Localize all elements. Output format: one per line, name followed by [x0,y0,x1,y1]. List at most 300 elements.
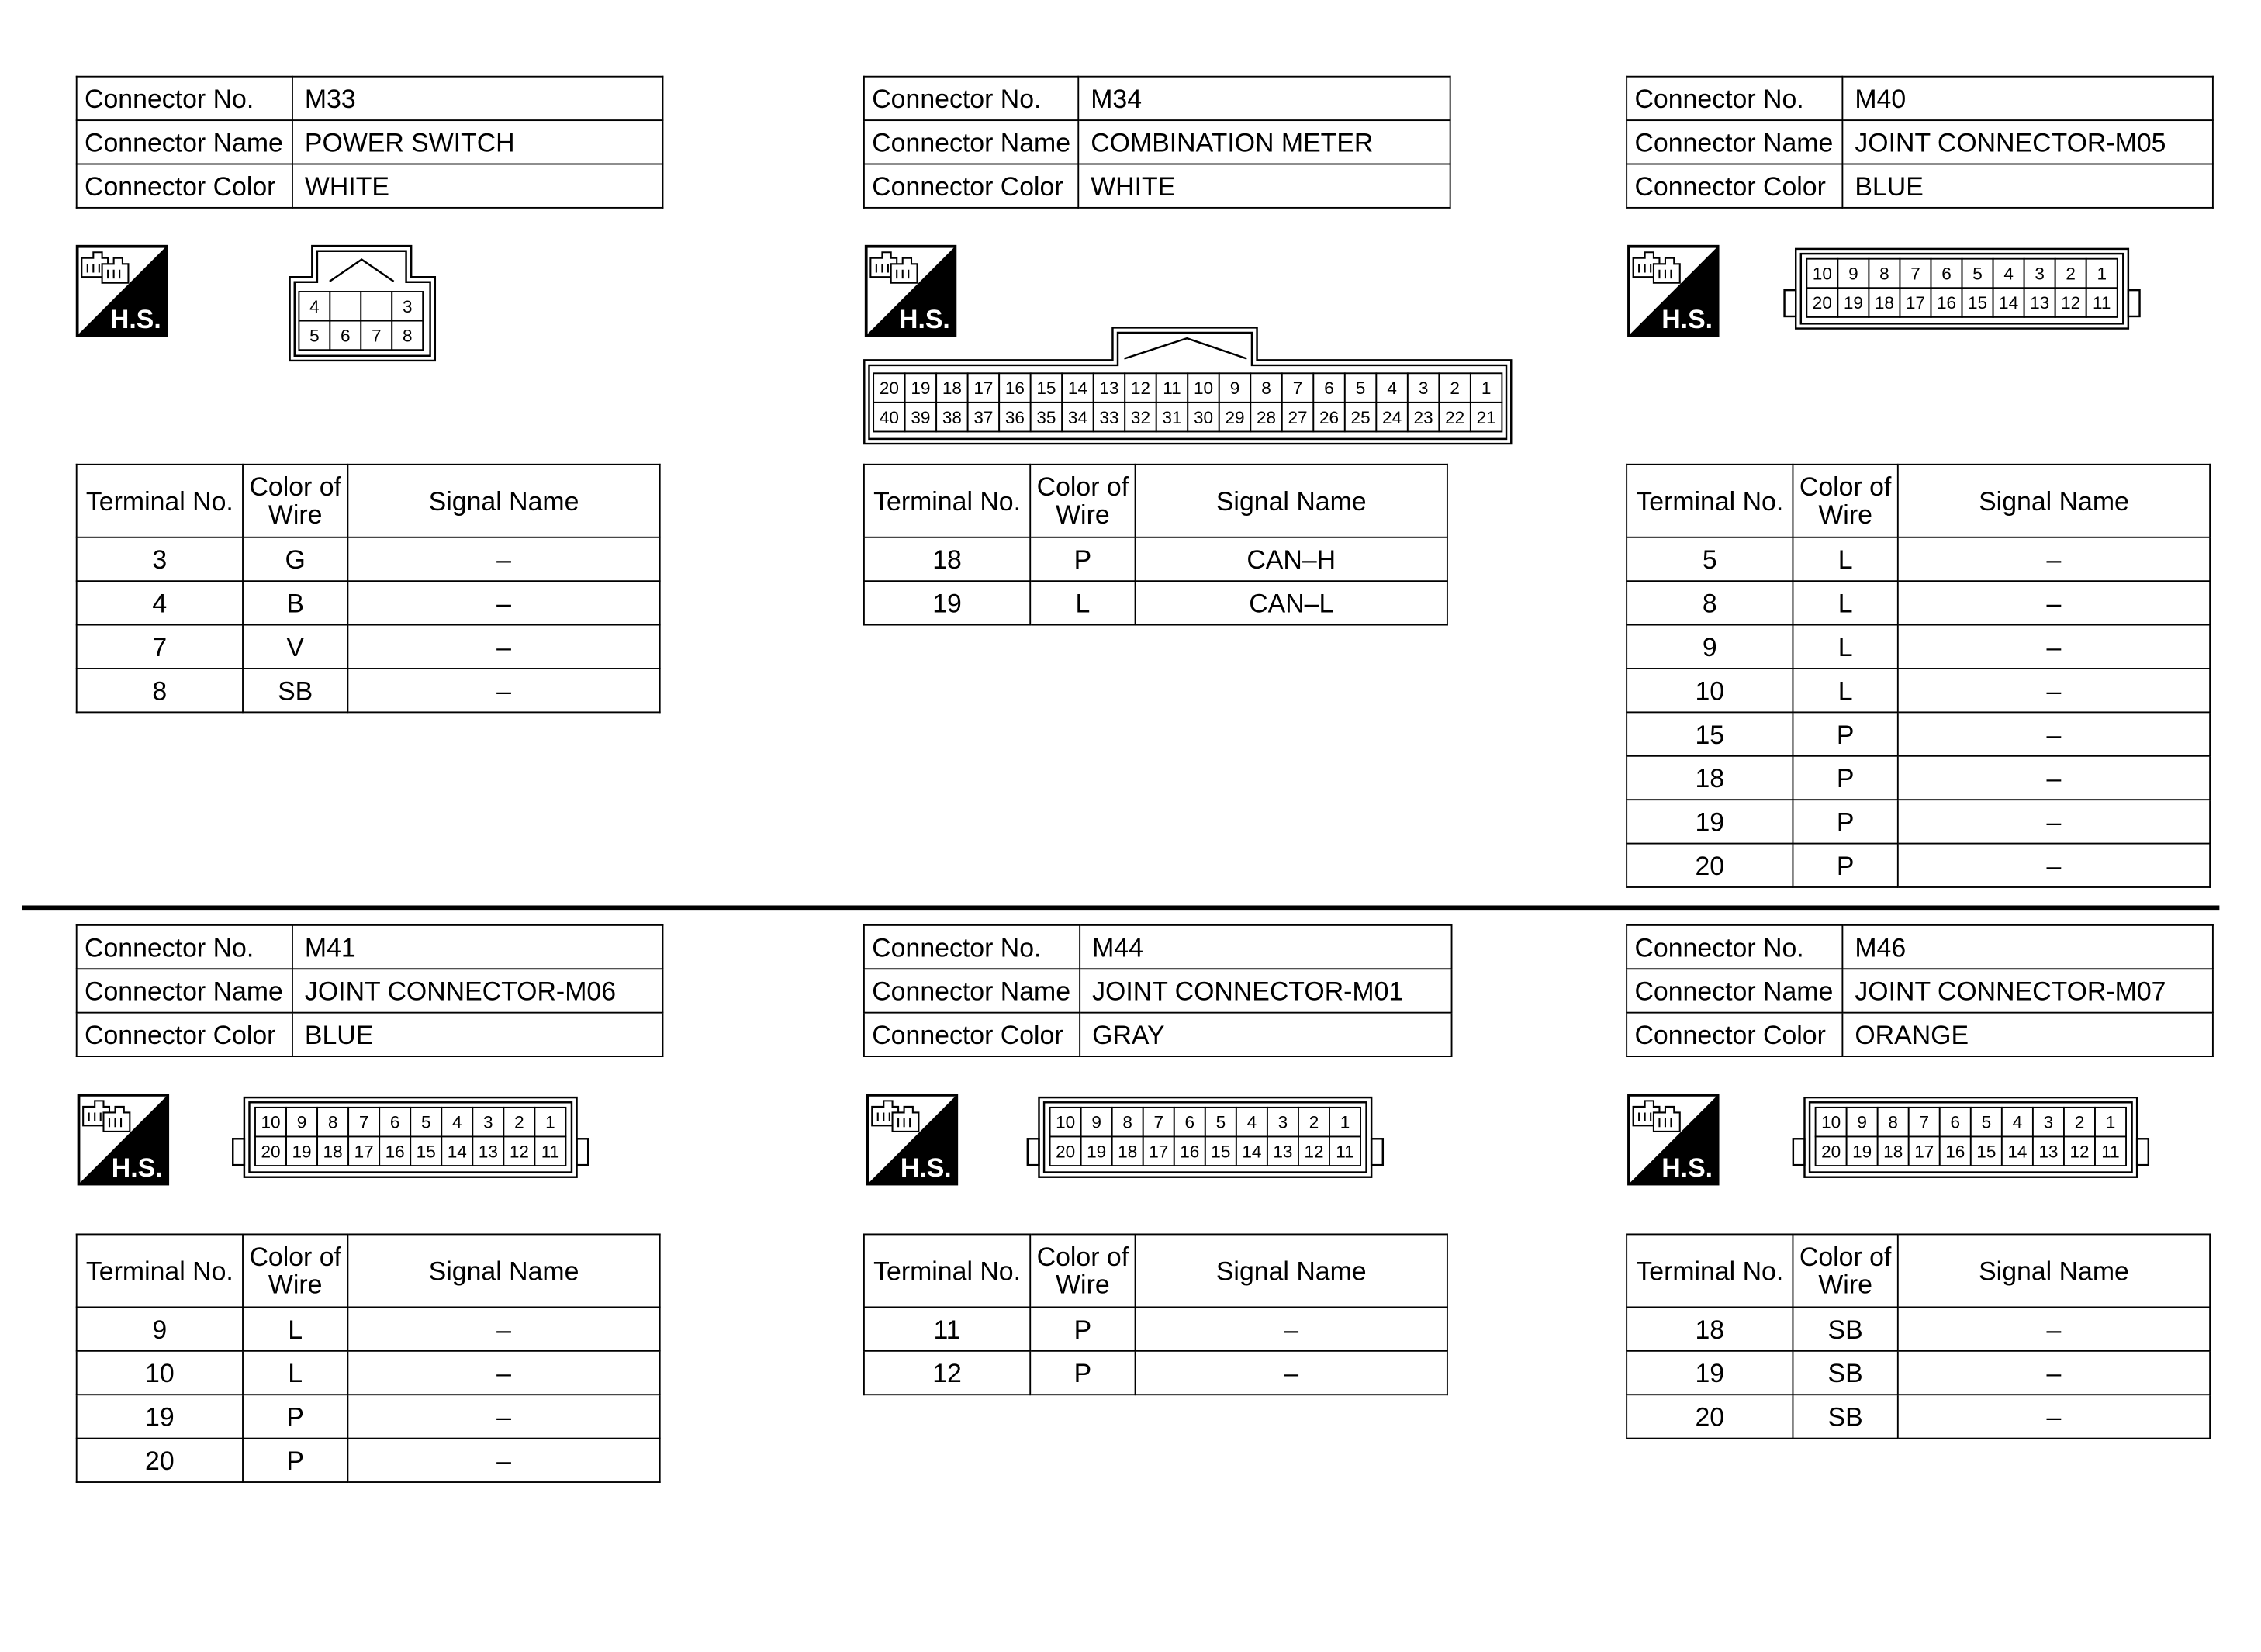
terminal-cavity-number: 3 [2043,1112,2054,1132]
terminal-no-cell: 18 [1627,1307,1793,1350]
connector-latch-right [2128,290,2140,316]
connector-face-diagram [863,327,1513,444]
terminal-cavity-number: 10 [261,1112,281,1132]
connector-color-row [1627,1013,2213,1056]
connector-name-label: Connector Name [77,120,292,164]
terminal-cavity-number: 9 [1857,1112,1867,1132]
connector-latch-right [2137,1139,2149,1165]
terminal-cavity-number: 21 [1476,407,1496,427]
terminal-cavity-number: 17 [1905,293,1926,313]
terminal-cavity-number: 13 [1273,1142,1293,1162]
connector-name-row [1627,969,2213,1012]
terminal-cavity-number: 13 [2038,1142,2059,1162]
terminal-table-header-row [864,465,1447,537]
terminal-table [76,1233,661,1482]
color-of-wire-header: Color of Wire [243,465,347,537]
wire-color-cell: B [243,581,347,624]
terminal-no-header: Terminal No. [864,1234,1030,1307]
wire-color-cell: V [243,625,347,669]
connector-name-label: Connector Name [1627,120,1842,164]
terminal-cavity-number: 24 [1382,407,1402,427]
terminal-cavity-number: 7 [372,326,382,346]
terminal-cavity-number: 11 [1163,378,1181,399]
connector-face-diagram [1783,248,2141,330]
signal-name-header: Signal Name [347,465,659,537]
terminal-cavity-number: 5 [1355,378,1366,399]
connector-latch-right [577,1139,589,1165]
signal-name-cell: – [1898,756,2210,800]
connector-name-label: Connector Name [77,969,292,1012]
terminal-cavity-number: 16 [385,1142,405,1162]
terminal-row [1627,537,2210,581]
terminal-cavity-number: 18 [1118,1142,1138,1162]
harness-side-label: H.S. [109,304,161,334]
wire-color-cell: P [1793,844,1897,887]
signal-name-cell: – [1898,844,2210,887]
connector-latch-left [1785,290,1796,316]
terminal-cavity-number: 19 [1852,1142,1872,1162]
terminal-cavity-number: 14 [2007,1142,2028,1162]
harness-side-label: H.S. [1661,1153,1713,1184]
wire-color-cell: L [243,1351,347,1395]
terminal-cavity-number: 18 [1874,293,1894,313]
connector-latch-right [1371,1139,1383,1165]
terminal-table-header-row [1627,465,2210,537]
terminal-cavity-number: 20 [879,378,899,399]
terminal-cavity-number: 30 [1193,407,1214,427]
terminal-no-cell: 20 [1627,1395,1793,1438]
terminal-cavity-number: 4 [1387,378,1397,399]
connector-no-value: M41 [292,925,663,969]
terminal-cavity-number: 1 [1481,378,1492,399]
terminal-cavity-number: 6 [341,326,351,346]
connector-name-label: Connector Name [1627,969,1842,1012]
terminal-cavity-number: 6 [1324,378,1334,399]
terminal-cavity-number: 8 [1888,1112,1898,1132]
connector-no-label: Connector No. [1627,77,1842,120]
terminal-cavity-number: 38 [942,407,962,427]
signal-name-header: Signal Name [1898,465,2210,537]
connector-color-value: BLUE [1842,164,2213,208]
terminal-row [864,537,1447,581]
terminal-row [77,1307,660,1350]
wire-color-cell: SB [1793,1351,1897,1395]
terminal-cavity-number: 17 [354,1142,374,1162]
terminal-cavity-number: 17 [973,378,994,399]
wire-color-cell: P [243,1395,347,1438]
terminal-cavity-number: 31 [1162,407,1182,427]
terminal-cavity-number: 6 [1941,264,1952,284]
terminal-row [1627,1307,2210,1350]
wire-color-cell: L [1030,581,1135,624]
terminal-cavity-number: 2 [1309,1112,1319,1132]
wire-color-cell: G [243,537,347,581]
terminal-cavity-number: 4 [452,1112,462,1132]
signal-name-cell: – [1136,1351,1447,1395]
terminal-cavity-number: 13 [1099,378,1119,399]
terminal-cavity-number: 18 [1883,1142,1903,1162]
signal-name-cell: – [1898,1307,2210,1350]
connector-no-row [864,77,1450,120]
connector-color-label: Connector Color [77,1013,292,1056]
terminal-no-header: Terminal No. [77,1234,243,1307]
terminal-cavity-number: 7 [1919,1112,1930,1132]
terminal-no-header: Terminal No. [1627,465,1793,537]
terminal-cavity-number: 16 [1180,1142,1200,1162]
wire-color-cell: P [1793,800,1897,843]
terminal-cavity-number: 2 [514,1112,524,1132]
connector-color-row [864,1013,1452,1056]
connector-color-label: Connector Color [864,164,1078,208]
connector-face-diagram [1027,1097,1385,1178]
connector-color-row [77,1013,663,1056]
terminal-row [864,1351,1447,1395]
terminal-no-cell: 19 [1627,1351,1793,1395]
wire-color-cell: L [1793,537,1897,581]
signal-name-cell: – [1898,581,2210,624]
terminal-cavity-number: 19 [1087,1142,1107,1162]
wire-color-cell: SB [243,669,347,712]
terminal-cavity-number: 4 [2012,1112,2023,1132]
terminal-cavity-number: 8 [402,326,413,346]
wire-color-cell: P [243,1439,347,1482]
connector-color-label: Connector Color [864,1013,1080,1056]
connector-color-value: ORANGE [1842,1013,2213,1056]
signal-name-cell: – [1898,1351,2210,1395]
color-of-wire-header: Color of Wire [1030,1234,1135,1307]
wire-color-cell: L [1793,625,1897,669]
terminal-row [77,537,660,581]
terminal-cavity-number: 1 [1340,1112,1350,1132]
terminal-cavity-number: 29 [1225,407,1245,427]
wire-color-cell: L [1793,669,1897,712]
terminal-table [863,1233,1448,1395]
connector-name-row [864,969,1452,1012]
terminal-cavity [361,292,392,321]
terminal-table [863,464,1448,626]
connector-info-table [76,76,664,209]
terminal-cavity-number: 15 [1036,378,1056,399]
terminal-cavity-number: 28 [1256,407,1277,427]
terminal-cavity-number: 5 [1972,264,1983,284]
terminal-cavity-number: 19 [1843,293,1863,313]
terminal-table-header-row [1627,1234,2210,1307]
connector-latch-left [233,1139,244,1165]
terminal-cavity-number: 5 [309,326,320,346]
terminal-cavity-number: 18 [942,378,962,399]
terminal-row [1627,1351,2210,1395]
terminal-cavity-number: 11 [2093,293,2111,313]
signal-name-cell: CAN–H [1136,537,1447,581]
terminal-cavity-number: 16 [1004,378,1025,399]
harness-side-icon [866,1094,958,1185]
terminal-no-cell: 19 [77,1395,243,1438]
harness-side-icon [78,1094,169,1185]
harness-side-label: H.S. [900,1153,952,1184]
connector-color-value: WHITE [292,164,663,208]
terminal-row [77,1395,660,1438]
connector-no-row [77,925,663,969]
harness-side-label: H.S. [899,304,950,334]
terminal-cavity-number: 13 [478,1142,498,1162]
terminal-cavity-number: 2 [2074,1112,2085,1132]
terminal-row [864,581,1447,624]
wire-color-cell: SB [1793,1395,1897,1438]
signal-name-header: Signal Name [1136,465,1447,537]
connector-color-value: GRAY [1080,1013,1451,1056]
terminal-row [1627,1395,2210,1438]
terminal-no-cell: 8 [1627,581,1793,624]
terminal-no-cell: 11 [864,1307,1030,1350]
terminal-cavity-number: 3 [2035,264,2045,284]
wire-color-cell: P [1030,1307,1135,1350]
terminal-cavity-number: 3 [483,1112,493,1132]
terminal-cavity-number: 20 [1821,1142,1841,1162]
terminal-table [1626,464,2211,888]
terminal-no-header: Terminal No. [77,465,243,537]
terminal-cavity-number: 14 [447,1142,467,1162]
connector-no-value: M40 [1842,77,2213,120]
terminal-cavity-number: 40 [879,407,899,427]
terminal-cavity-number: 32 [1130,407,1151,427]
signal-name-cell: – [347,1395,659,1438]
connector-key-mark [1124,338,1246,358]
connector-name-value: COMBINATION METER [1078,120,1450,164]
terminal-row [1627,756,2210,800]
terminal-cavity-number: 6 [1184,1112,1195,1132]
connector-latch-left [1028,1139,1039,1165]
signal-name-header: Signal Name [347,1234,659,1307]
terminal-cavity-number: 10 [1056,1112,1076,1132]
connector-color-row [864,164,1450,208]
terminal-cavity-number: 11 [2101,1142,2120,1162]
terminal-row [77,625,660,669]
terminal-cavity-number: 4 [309,296,320,316]
terminal-row [1627,625,2210,669]
terminal-cavity-number: 4 [1246,1112,1257,1132]
terminal-row [1627,844,2210,887]
terminal-cavity-number: 19 [911,378,931,399]
terminal-cavity-number: 16 [1936,293,1957,313]
terminal-cavity-number: 9 [1848,264,1858,284]
terminal-cavity-number: 20 [1056,1142,1076,1162]
terminal-cavity-number: 5 [1215,1112,1226,1132]
terminal-cavity-number: 4 [2003,264,2014,284]
connector-name-row [864,120,1450,164]
terminal-cavity-number: 34 [1067,407,1088,427]
terminal-cavity-number: 14 [1242,1142,1262,1162]
terminal-row [77,1439,660,1482]
terminal-cavity-number: 8 [1879,264,1889,284]
connector-no-row [77,77,663,120]
terminal-cavity-number: 12 [2061,293,2081,313]
terminal-no-header: Terminal No. [864,465,1030,537]
connector-name-label: Connector Name [864,969,1080,1012]
terminal-no-cell: 18 [1627,756,1793,800]
terminal-cavity-number: 19 [292,1142,312,1162]
terminal-cavity-number: 9 [1091,1112,1101,1132]
terminal-no-cell: 3 [77,537,243,581]
terminal-cavity-number: 3 [402,296,413,316]
terminal-cavity-number: 25 [1350,407,1371,427]
terminal-cavity-number: 6 [1950,1112,1961,1132]
terminal-cavity-number: 7 [1910,264,1920,284]
signal-name-cell: – [347,1351,659,1395]
terminal-no-cell: 19 [1627,800,1793,843]
signal-name-cell: CAN–L [1136,581,1447,624]
terminal-cavity-number: 7 [358,1112,369,1132]
terminal-cavity-number: 17 [1149,1142,1169,1162]
wire-color-cell: L [243,1307,347,1350]
signal-name-cell: – [347,581,659,624]
connector-name-row [77,120,663,164]
terminal-cavity-number: 1 [545,1112,555,1132]
terminal-cavity-number: 37 [973,407,994,427]
connector-color-label: Connector Color [1627,164,1842,208]
wire-color-cell: P [1030,1351,1135,1395]
connector-no-value: M44 [1080,925,1451,969]
harness-side-icon [1627,1094,1719,1185]
connector-latch-left [1793,1139,1805,1165]
terminal-cavity-number: 8 [327,1112,338,1132]
signal-name-cell: – [347,669,659,712]
terminal-no-cell: 20 [77,1439,243,1482]
terminal-cavity-number: 23 [1413,407,1433,427]
terminal-no-cell: 19 [864,581,1030,624]
terminal-cavity-number: 14 [1067,378,1088,399]
terminal-cavity-number: 14 [1999,293,2019,313]
terminal-table-header-row [77,465,660,537]
color-of-wire-header: Color of Wire [1793,1234,1897,1307]
terminal-cavity-number: 39 [911,407,931,427]
connector-color-row [77,164,663,208]
signal-name-cell: – [1898,625,2210,669]
terminal-cavity-number: 20 [1812,293,1832,313]
terminal-no-cell: 18 [864,537,1030,581]
signal-name-cell: – [1898,800,2210,843]
terminal-row [1627,669,2210,712]
terminal-row [77,1351,660,1395]
terminal-cavity-number: 20 [261,1142,281,1162]
wire-color-cell: P [1030,537,1135,581]
terminal-cavity-number: 5 [420,1112,431,1132]
terminal-cavity-number: 3 [1277,1112,1288,1132]
connector-no-row [1627,925,2213,969]
connector-color-value: BLUE [292,1013,663,1056]
signal-name-cell: – [347,537,659,581]
terminal-no-cell: 10 [1627,669,1793,712]
connector-info-table [76,924,664,1057]
connector-name-label: Connector Name [864,120,1078,164]
terminal-no-cell: 12 [864,1351,1030,1395]
terminal-cavity-number: 10 [1193,378,1214,399]
terminal-table [1626,1233,2211,1439]
signal-name-cell: – [1898,712,2210,755]
wire-color-cell: L [1793,581,1897,624]
connector-name-value: JOINT CONNECTOR-M01 [1080,969,1451,1012]
signal-name-cell: – [1898,669,2210,712]
terminal-cavity-number: 7 [1153,1112,1164,1132]
terminal-table-header-row [77,1234,660,1307]
terminal-cavity-number: 33 [1099,407,1119,427]
terminal-no-cell: 9 [77,1307,243,1350]
connector-no-value: M46 [1842,925,2213,969]
terminal-cavity-number: 6 [389,1112,400,1132]
signal-name-cell: – [1898,537,2210,581]
terminal-cavity-number: 12 [509,1142,529,1162]
terminal-cavity-number: 36 [1004,407,1025,427]
terminal-row [77,581,660,624]
terminal-cavity-number: 7 [1292,378,1303,399]
connector-no-label: Connector No. [864,925,1080,969]
connector-name-value: JOINT CONNECTOR-M07 [1842,969,2213,1012]
terminal-cavity-number: 15 [1211,1142,1231,1162]
wire-color-cell: P [1793,712,1897,755]
wire-color-cell: P [1793,756,1897,800]
wire-color-cell: SB [1793,1307,1897,1350]
connector-no-label: Connector No. [77,925,292,969]
terminal-cavity-number: 8 [1122,1112,1132,1132]
connector-info-table [863,924,1453,1057]
terminal-table [76,464,661,713]
terminal-cavity-number: 15 [1968,293,1988,313]
signal-name-cell: – [347,1307,659,1350]
terminal-table-header-row [864,1234,1447,1307]
terminal-no-cell: 8 [77,669,243,712]
connector-name-value: JOINT CONNECTOR-M05 [1842,120,2213,164]
terminal-no-cell: 15 [1627,712,1793,755]
connector-info-table [863,76,1451,209]
signal-name-cell: – [347,1439,659,1482]
connector-info-table [1626,924,2214,1057]
connector-no-row [864,925,1452,969]
harness-side-icon [76,245,168,337]
connector-color-value: WHITE [1078,164,1450,208]
connector-no-label: Connector No. [864,77,1078,120]
terminal-cavity-number: 12 [1130,378,1151,399]
terminal-cavity-number: 10 [1821,1112,1841,1132]
harness-side-icon [865,245,956,337]
connector-name-value: POWER SWITCH [292,120,663,164]
terminal-row [1627,712,2210,755]
terminal-no-cell: 5 [1627,537,1793,581]
connector-color-label: Connector Color [77,164,292,208]
terminal-cavity-number: 8 [1261,378,1271,399]
harness-side-label: H.S. [1661,304,1713,334]
color-of-wire-header: Color of Wire [243,1234,347,1307]
terminal-cavity-number: 2 [1450,378,1460,399]
terminal-cavity-number: 11 [541,1142,560,1162]
terminal-cavity-number: 3 [1418,378,1429,399]
terminal-cavity-number: 18 [323,1142,343,1162]
connector-no-row [1627,77,2213,120]
harness-side-icon [1627,245,1719,337]
terminal-cavity-number: 12 [2069,1142,2090,1162]
terminal-cavity-number: 2 [2066,264,2076,284]
connector-name-row [1627,120,2213,164]
terminal-cavity-number: 27 [1288,407,1308,427]
color-of-wire-header: Color of Wire [1793,465,1897,537]
terminal-cavity-number: 9 [296,1112,307,1132]
terminal-cavity-number: 17 [1914,1142,1934,1162]
terminal-cavity-number: 16 [1945,1142,1965,1162]
connector-info-table [1626,76,2214,209]
section-divider [22,905,2219,909]
terminal-row [864,1307,1447,1350]
terminal-no-cell: 7 [77,625,243,669]
connector-name-row [77,969,663,1012]
terminal-cavity-number: 26 [1319,407,1340,427]
